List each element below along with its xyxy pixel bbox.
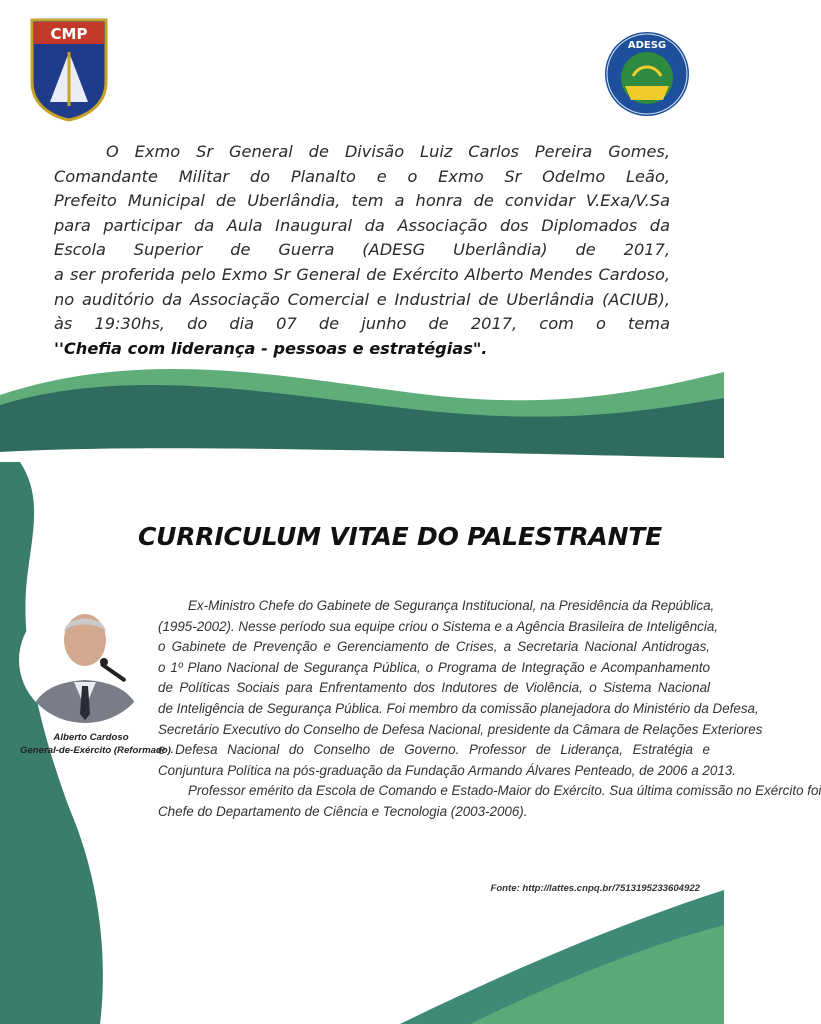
invitation-line: O Exmo Sr General de Divisão Luiz Carlos Pereira Gomes,: [106, 142, 670, 161]
cmp-shield-logo: [30, 18, 108, 122]
cv-line: Chefe do Departamento de Ciência e Tecnologia (2003-2006).: [158, 803, 528, 819]
invitation-line: às 19:30hs, do dia 07 de junho de 2017, com o tema: [54, 314, 670, 334]
speaker-portrait: [18, 596, 152, 724]
adesg-logo-text: ADESG: [627, 40, 667, 51]
cv-line: de Inteligência de Segurança Pública. Foi membro da comissão planejadora do Ministério da Defesa,: [158, 700, 759, 716]
adesg-seal-logo: [603, 30, 691, 118]
cv-line: de Políticas Sociais para Enfrentamento dos Indutores de Violência, o Sistema Nacional: [158, 680, 710, 696]
cv-line: e Defesa Nacional do Conselho de Governo. Professor de Liderança, Estratégia e: [158, 742, 710, 758]
cv-body: [158, 596, 821, 823]
invitation-line: para participar da Aula Inaugural da Associação dos Diplomados da: [54, 215, 670, 235]
cv-title: CURRICULUM VITAE DO PALESTRANTE: [138, 522, 663, 551]
cv-line: o 1º Plano Nacional de Segurança Pública, o Programa de Integração e Acompanhamento: [158, 659, 710, 675]
cv-line: Professor emérito da Escola de Comando e Estado-Maior do Exército. Sua última comissão no Exército foi: [188, 783, 821, 799]
source-reference: Fonte: http://lattes.cnpq.br/7513195233604922: [490, 883, 700, 894]
cv-line: Conjuntura Política na pós-graduação da Fundação Armando Álvares Penteado, de 2006 a 2013.: [158, 762, 736, 778]
caption-name: Alberto Cardoso: [53, 732, 129, 743]
theme-close-quote: ".: [472, 338, 488, 358]
cmp-logo-text: CMP: [50, 25, 88, 43]
cv-line: (1995-2002). Nesse período sua equipe criou o Sistema e a Agência Brasileira de Inteligência,: [158, 618, 719, 634]
caption-role: General-de-Exército (Reformado).: [20, 745, 174, 756]
portrait-caption: [20, 731, 174, 757]
invitation-paragraph: [54, 140, 670, 361]
invitation-line: Prefeito Municipal de Uberlândia, tem a honra de convidar V.Exa/V.Sa: [54, 191, 670, 211]
invitation-line: a ser proferida pelo Exmo Sr General de Exército Alberto Mendes Cardoso,: [54, 264, 670, 284]
invitation-theme-line: [54, 337, 670, 362]
lecture-theme: Chefia com liderança - pessoas e estratégias: [63, 338, 473, 358]
cv-line: o Gabinete de Prevenção e Gerenciamento de Crises, a Secretaria Nacional Antidrogas,: [158, 639, 710, 655]
invitation-line: no auditório da Associação Comercial e Industrial de Uberlândia (ACIUB),: [54, 289, 670, 309]
theme-open-quote: '': [54, 338, 64, 358]
invitation-line: Comandante Militar do Planalto e o Exmo Sr Odelmo Leão,: [54, 166, 670, 186]
invitation-line: Escola Superior de Guerra (ADESG Uberlândia) de 2017,: [54, 240, 670, 260]
cv-line: Secretário Executivo do Conselho de Defesa Nacional, presidente da Câmara de Relações Exteriores: [158, 721, 763, 737]
cv-line: Ex-Ministro Chefe do Gabinete de Segurança Institucional, na Presidência da República,: [188, 598, 715, 613]
